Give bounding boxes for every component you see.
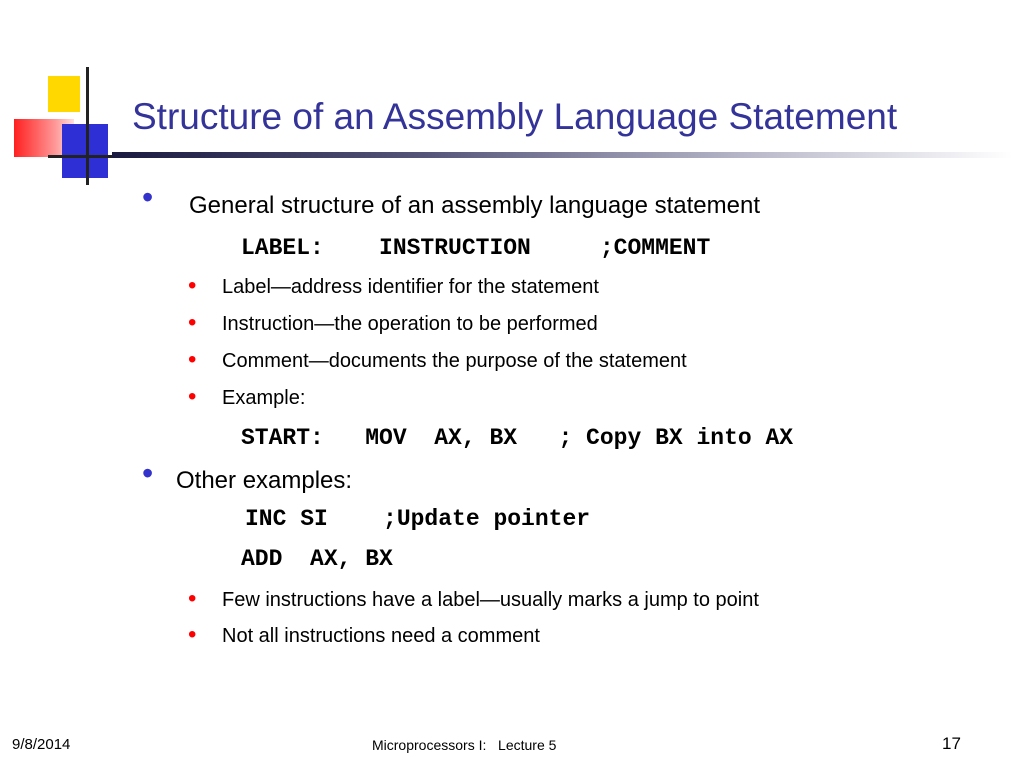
footer-course: Microprocessors I: Lecture 5 <box>372 737 557 753</box>
bullet-general-structure: General structure of an assembly language statement <box>189 192 760 219</box>
logo-vertical-line <box>86 67 89 185</box>
footer-page-number: 17 <box>942 734 961 753</box>
sub-bullet-not-all: Not all instructions need a comment <box>222 625 540 647</box>
sub-bullet-dot-icon: • <box>188 585 197 612</box>
logo-yellow-square <box>48 76 80 112</box>
sub-bullet-comment: Comment—documents the purpose of the statement <box>222 350 687 372</box>
sub-bullet-label: Label—address identifier for the statement <box>222 276 599 298</box>
code-structure-line: LABEL: INSTRUCTION ;COMMENT <box>241 235 711 261</box>
footer-date: 9/8/2014 <box>12 736 71 753</box>
sub-bullet-instruction: Instruction—the operation to be performed <box>222 313 598 335</box>
bullet-other-examples: Other examples: <box>176 467 353 494</box>
title-underline-rule <box>112 152 1012 158</box>
sub-bullet-dot-icon: • <box>188 621 197 648</box>
slide-logo-decoration <box>0 0 150 200</box>
sub-bullet-dot-icon: • <box>188 272 197 299</box>
code-add-line: ADD AX, BX <box>241 546 393 572</box>
sub-bullet-dot-icon: • <box>188 383 197 410</box>
sub-bullet-dot-icon: • <box>188 346 197 373</box>
bullet-dot-icon: • <box>142 179 154 215</box>
code-inc-line: INC SI ;Update pointer <box>245 506 591 532</box>
slide-title: Structure of an Assembly Language Statement <box>132 96 898 137</box>
sub-bullet-few-labels: Few instructions have a label—usually marks a jump to point <box>222 589 759 611</box>
sub-bullet-dot-icon: • <box>188 309 197 336</box>
sub-bullet-example: Example: <box>222 387 306 409</box>
code-example-line: START: MOV AX, BX ; Copy BX into AX <box>241 425 794 451</box>
logo-blue-square <box>62 124 108 178</box>
bullet-dot-icon: • <box>142 455 154 491</box>
